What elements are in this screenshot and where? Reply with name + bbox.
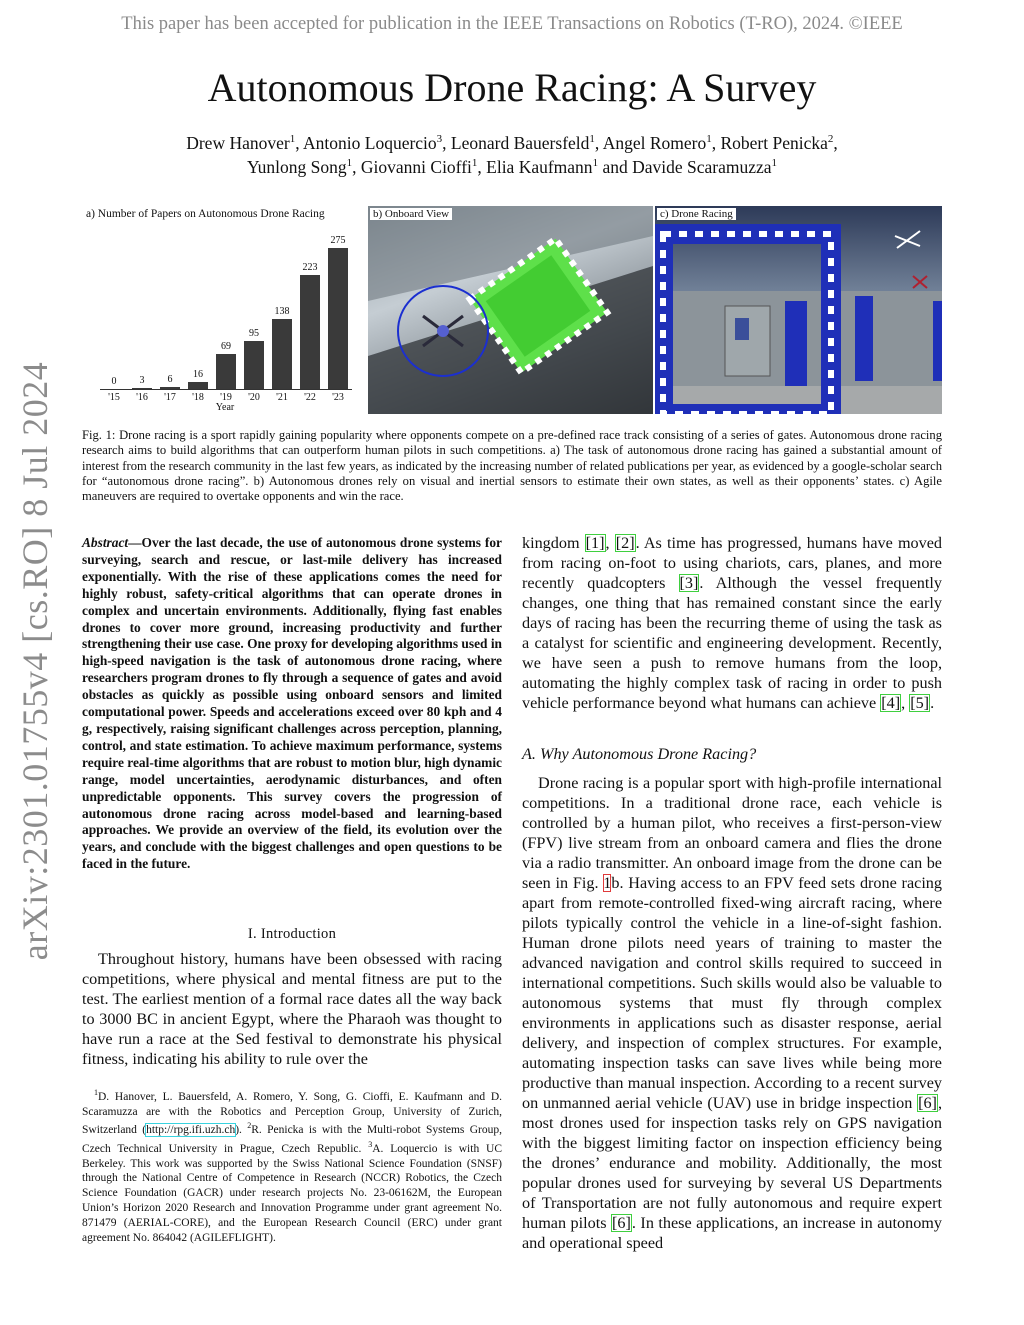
author-name: Leonard Bauersfeld bbox=[450, 133, 590, 153]
chart-data-label: 223 bbox=[302, 261, 318, 273]
chart-data-label: 3 bbox=[139, 375, 145, 387]
citation-link[interactable]: [5] bbox=[910, 694, 930, 712]
chart-tick-label: '22 bbox=[304, 392, 316, 403]
figure-1c-drone-racing bbox=[655, 206, 942, 414]
chart-tick-label: '23 bbox=[332, 392, 344, 403]
paper-title: Autonomous Drone Racing: A Survey bbox=[207, 65, 817, 110]
author-list-line-1: Drew Hanover$^1$, Antonio Loquercio$^3$, Leonard Bauersfeld$^1$, Angel Romero$^1$, Robert Penicka$^2$, bbox=[186, 133, 838, 153]
author-list-line-2: Yunlong Song$^1$, Giovanni Cioffi$^1$, Elia Kaufmann$^1$ and Davide Scaramuzza$^1$ bbox=[246, 157, 778, 177]
intro-paragraph-continued: kingdom [1], [2]. As time has progressed, humans have moved from racing on-foot to using chariots, cars, planes, and more recently quadcopters [3]. Although the vessel frequently changes, one thing that has remained constant since the early days of racing has been the recurring theme of using the task as a catalyst for scientific and engineering development. Recently, we have seen a push to remove humans from the loop, automating the highly complex task of racing in order to push vehicle performance beyond what humans can achieve [4], [5]. bbox=[522, 534, 943, 712]
citation-link[interactable]: [6] bbox=[918, 1094, 937, 1112]
section-heading-introduction: I. Introduction bbox=[247, 926, 337, 942]
author-affiliation-mark: 1 bbox=[771, 157, 778, 170]
chart-tick-label: '16 bbox=[136, 392, 148, 403]
author-affiliation-mark: 3 bbox=[436, 133, 443, 146]
arxiv-identifier[interactable]: arXiv:2301.01755v4 [cs.RO] 8 Jul 2024 bbox=[15, 361, 55, 961]
author-name: Antonio Loquercio bbox=[303, 133, 437, 153]
chart-data-label: 69 bbox=[221, 341, 231, 353]
author-affiliation-mark: 1 bbox=[289, 133, 296, 146]
panel-b-label: b) Onboard View bbox=[370, 208, 452, 220]
chart-tick-label: '15 bbox=[108, 392, 120, 403]
chart-tick-label: '20 bbox=[248, 392, 260, 403]
panel-c-label: c) Drone Racing bbox=[657, 208, 736, 220]
citation-link[interactable]: [3] bbox=[679, 574, 699, 592]
onboard-view-image bbox=[368, 206, 653, 414]
subsection-heading-why-autonomous: A. Why Autonomous Drone Racing? bbox=[522, 745, 757, 763]
rpg-website-link[interactable]: http://rpg.ifi.uzh.ch bbox=[146, 1124, 236, 1137]
citation-link[interactable]: [6] bbox=[612, 1214, 631, 1232]
chart-tick-label: '18 bbox=[192, 392, 204, 403]
introduction-paragraph: Throughout history, humans have been obsessed with racing competitions, where physical and mental fitness are put to the test. The earliest mention of a formal race dates all the way back to 3000 BC in ancient Egypt, where the Pharaoh was thought to have run a race at the Sed festival to demonstrate his physical fitness, indicating his ability to rule over the bbox=[82, 950, 502, 1068]
chart-data-label: 16 bbox=[193, 368, 203, 380]
author-affiliation-mark: 1 bbox=[471, 157, 478, 170]
chart-tick-labels bbox=[100, 206, 352, 416]
chart-title: a) Number of Papers on Autonomous Drone Racing bbox=[86, 208, 325, 220]
author-affiliation-mark: 1 bbox=[346, 157, 353, 170]
figure-1b-onboard-view bbox=[368, 206, 653, 414]
author-name: Drew Hanover bbox=[186, 133, 290, 153]
why-autonomous-paragraph: Drone racing is a popular sport with high-profile international competitions. In a traditional drone race, each vehicle is controlled by a human pilot, who receives a first-person-view (FPV) live stream from an onboard camera and flies the drone via a radio transmitter. An onboard image from the drone can be seen in Fig. 1b. Having access to an FPV feed sets drone racing apart from remote-controlled fixed-wing aircraft racing, where pilots typically control the vehicle in a line-of-sight fashion. Human drone pilots need years of training to master the advanced navigation and control skills required to succeed in international competitions. Such skills would also be valuable to autonomous systems that must fly through complex environments in applications such as disaster response, aerial delivery, and inspection of complex structures. For example, automating inspection tasks can save lives while being more productive than manual inspection. According to a recent survey on unmanned aerial vehicle (UAV) use in bridge inspection [6], most drones used for inspection tasks rely on GPS navigation with the biggest limiting factor on inspection efficiency being the drones’ endurance and mobility. Additionally, the most popular drones used for surveying by several US Departments of Transportation are not fully autonomous and require expert human pilots [6]. In these applications, an increase in autonomy and operational speed bbox=[522, 774, 942, 1252]
chart-data-label: 0 bbox=[111, 376, 117, 387]
chart-data-label: 138 bbox=[274, 305, 290, 317]
author-name: Elia Kaufmann bbox=[486, 157, 593, 177]
chart-tick-label: '17 bbox=[164, 392, 176, 403]
chart-x-axis-label: Year bbox=[215, 402, 235, 413]
chart-data-label: 275 bbox=[330, 234, 346, 246]
citation-link[interactable]: [1] bbox=[585, 534, 605, 552]
author-affiliation-mark: 2 bbox=[827, 133, 834, 146]
author-affiliation-mark: 1 bbox=[589, 133, 595, 146]
abstract-label: Abstract bbox=[82, 535, 129, 550]
figure-1a-chart bbox=[80, 206, 360, 416]
chart-data-label: 6 bbox=[167, 373, 173, 385]
author-affiliation-mark: 1 bbox=[592, 157, 599, 170]
figure-caption: Fig. 1: Drone racing is a sport rapidly gaining popularity where opponents compete on a pre-defined race track consisting of a series of gates. Autonomous drone racing research aims to build algorithms that can outperform human pilots in such competitions. a) The task of autonomous drone racing has gained a substantial amount of interest from the research community in the last few years, as indicated by the increasing number of related publications per year, as evidenced by a google-scholar search for “autonomous drone racing”. b) Autonomous drones rely on visual and inertial sensors to estimate their own states, as well as their opponents’ states. c) Agile maneuvers are required to overtake opponents and win the race. bbox=[82, 428, 942, 504]
author-name: Giovanni Cioffi bbox=[360, 157, 472, 177]
author-name: Davide Scaramuzza bbox=[632, 157, 772, 177]
abstract-text: —Over the last decade, the use of autonomous drone systems for surveying, search and rescue, or last-mile delivery has increased exponentially. With the rise of these applications comes the need for highly robust, safety-critical algorithms that can operate drones in complex and uncertain environments. Additionally, flying fast enables drones to cover more ground, increasing productivity and further strengthening their use case. One proxy for developing algorithms used in high-speed navigation is the task of autonomous drone racing, where researchers program drones to fly through a sequence of gates and avoid obstacles as quickly as possible using onboard sensors and limited computational power. Speeds and accelerations exceed over 80 kph and 4 g, respectively, raising significant challenges across perception, planning, control, and state estimation. To achieve maximum performance, systems require real-time algorithms that are robust to motion blur, high dynamic range, model uncertainties, aerodynamic disturbances, and often unpredictable opponents. This survey covers the progression of autonomous drone racing across model-based and learning-based approaches. We provide an overview of the field, its evolution over the years, and conclude with the biggest challenges and open questions to be faced in the future. bbox=[82, 535, 502, 872]
author-name: Robert Penicka bbox=[720, 133, 828, 153]
publication-notice: This paper has been accepted for publication in the IEEE Transactions on Robotics (T-RO), 2024. ©IEEE bbox=[121, 14, 903, 34]
chart-data-label: 95 bbox=[249, 327, 259, 339]
chart-tick-label: '21 bbox=[276, 392, 288, 403]
author-affiliation-mark: 1 bbox=[706, 133, 712, 146]
author-name: Angel Romero bbox=[602, 133, 707, 153]
abstract bbox=[82, 535, 502, 873]
citation-link[interactable]: [4] bbox=[881, 694, 901, 712]
author-affiliation-footnote: $^1$D. Hanover, L. Bauersfeld, A. Romero, Y. Song, G. Cioffi, E. Kaufmann and D. Scaramuzza are with the Robotics and Perception Group, University of Zurich, Switzerland (http://rpg.ifi.uzh.ch). $^2$R. Penicka is with the Multi-robot Systems Group, Czech Technical University in Prague, Czech Republic. $^3$A. Loquercio is with UC Berkeley. This work was supported by the Swiss National Science Foundation (SNSF) through the National Centre of Competence in Research (NCCR) Robotics, the Czech Science Foundation (GACR) under research projects No. 23-06162M, the European Union’s Horizon 2020 Research and Innovation Programme under grant agreement No. 871479 (AERIAL-CORE), and the European Research Council (ERC) under grant agreement No. 864042 (AGILEFLIGHT). bbox=[82, 1088, 502, 1244]
citation-link[interactable]: [2] bbox=[615, 534, 635, 552]
author-name: Yunlong Song bbox=[246, 157, 347, 177]
drone-racing-image bbox=[655, 206, 942, 414]
figure-reference-link[interactable]: 1 bbox=[603, 874, 612, 892]
chart-tick-label: '19 bbox=[220, 392, 232, 403]
